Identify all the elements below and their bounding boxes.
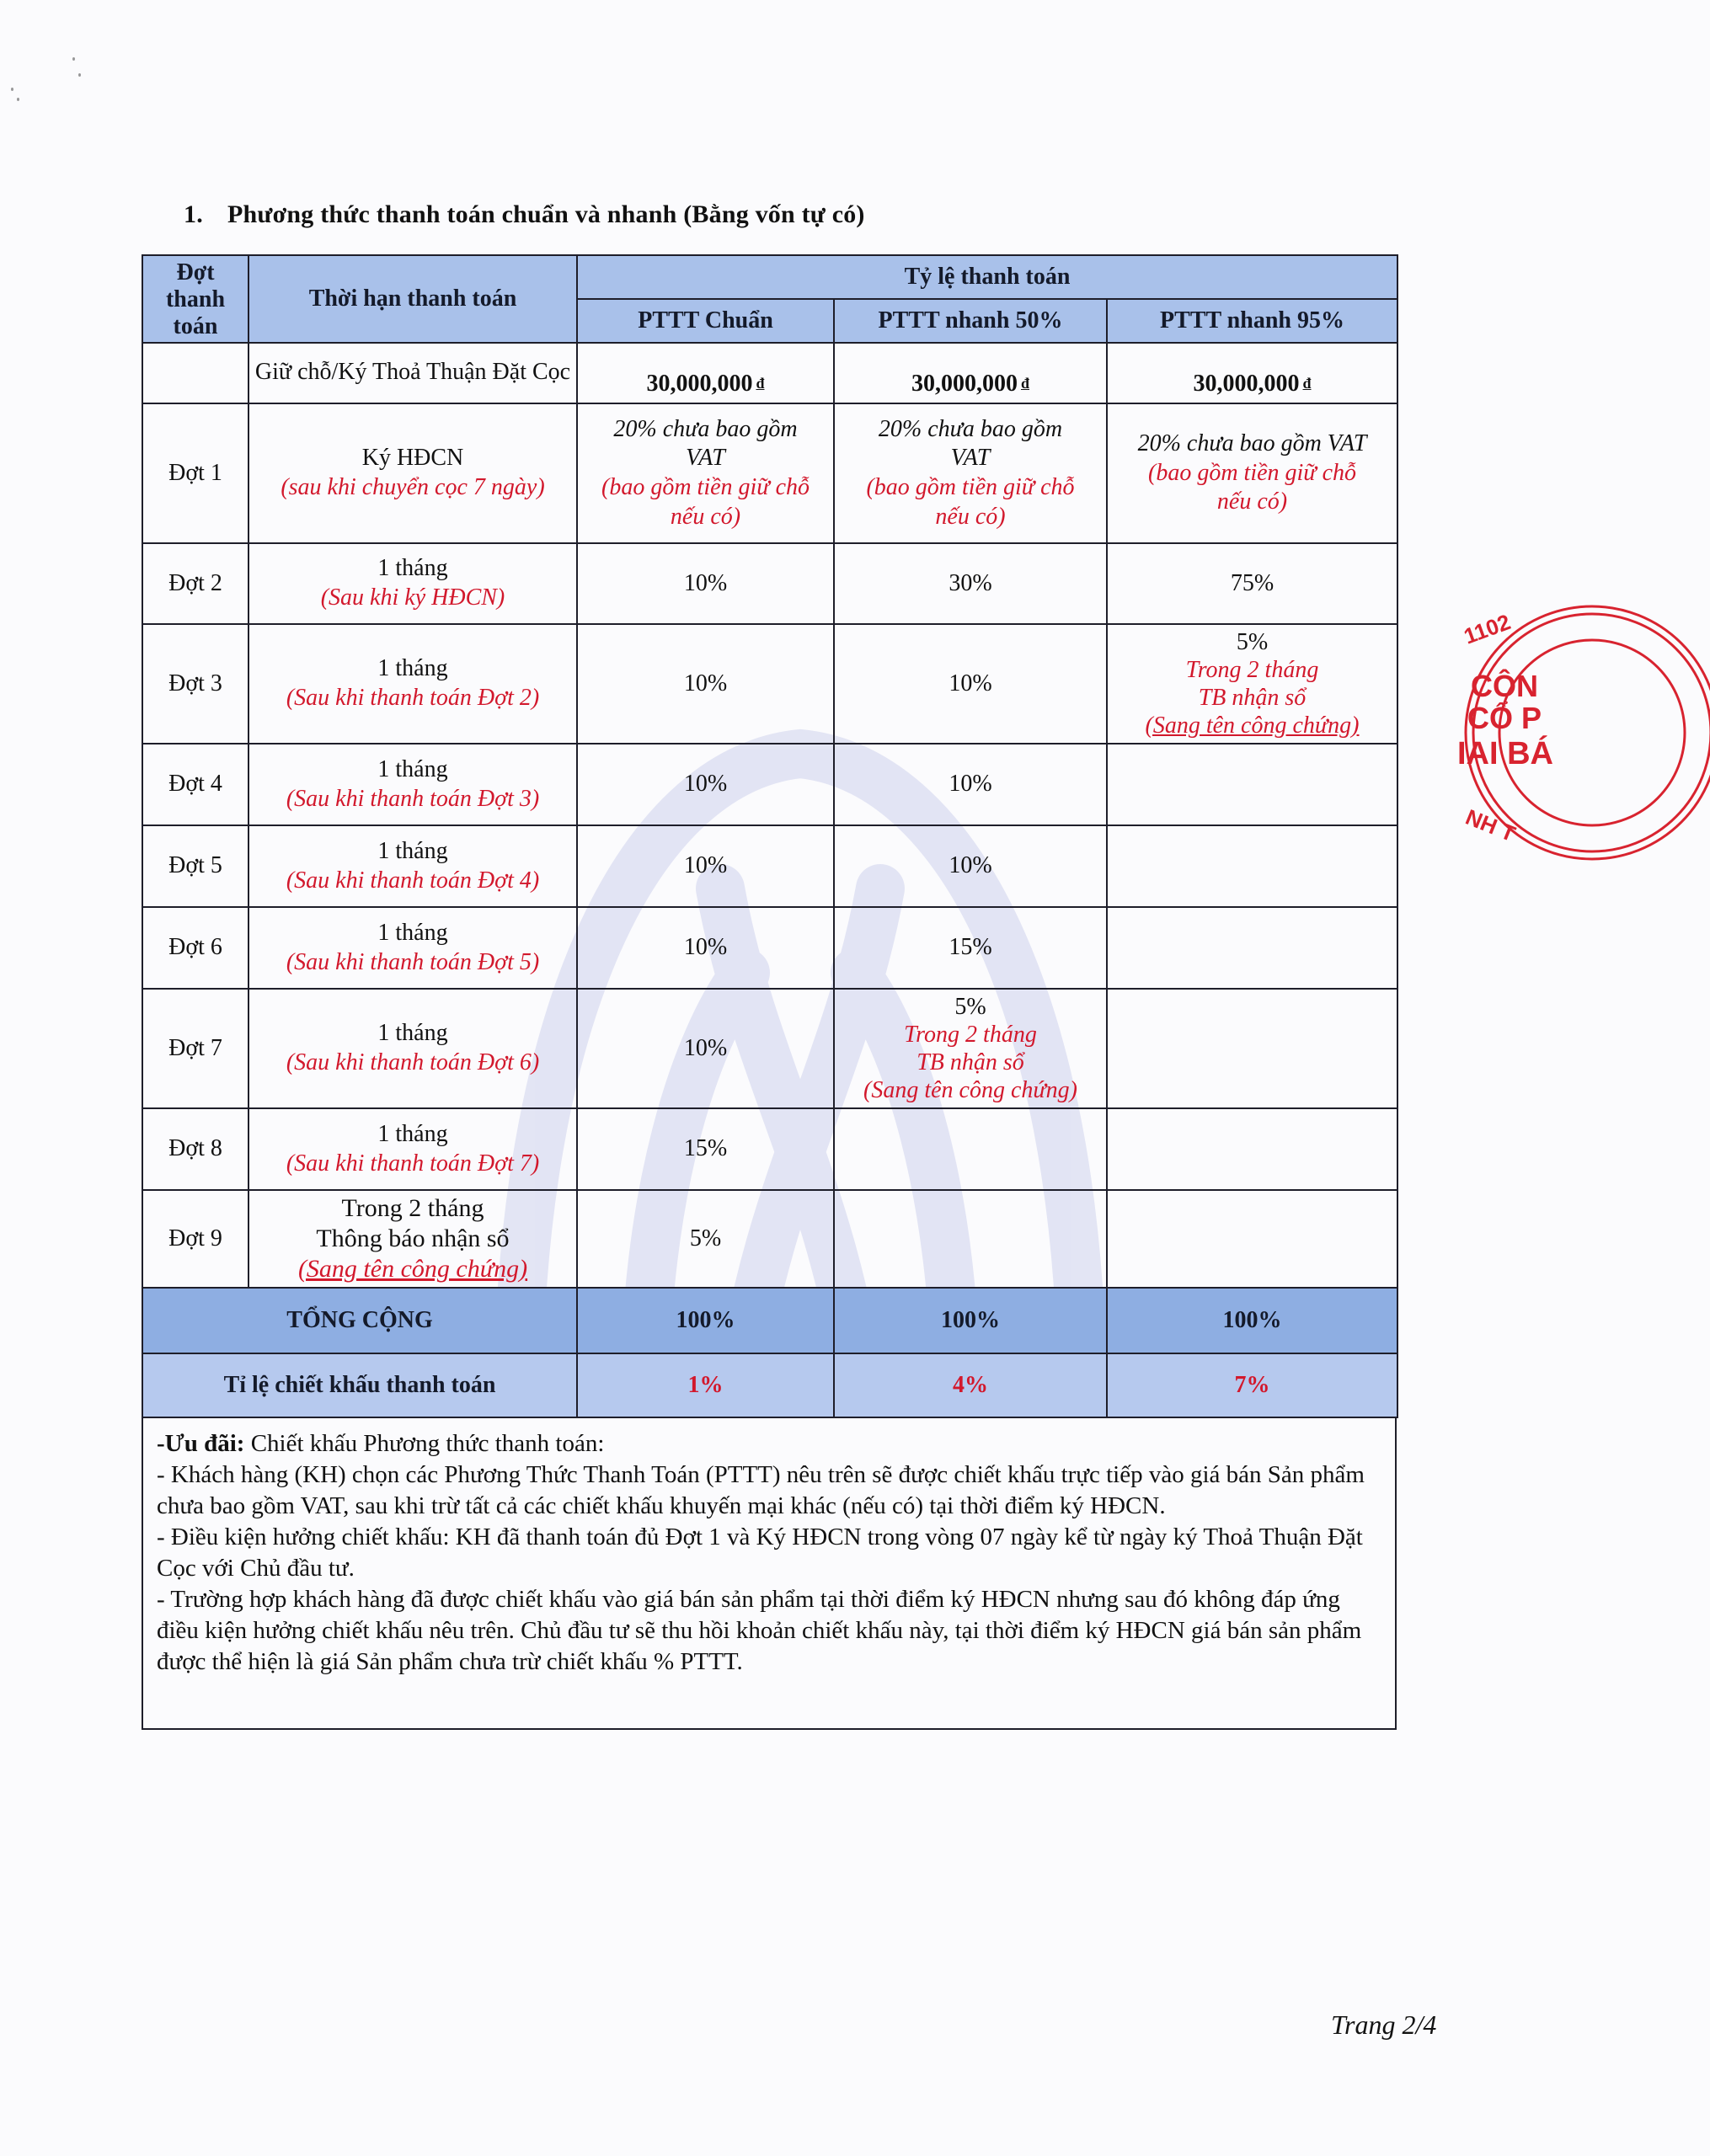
value-note: (bao gồm tiền giữ chỗ nếu có): [1148, 459, 1357, 515]
cell-standard: 10%: [577, 825, 834, 907]
table-row-discount: [142, 1353, 1397, 1417]
total-label: TỔNG CỘNG: [142, 1288, 577, 1353]
cell-installment: Đợt 8: [142, 1108, 248, 1190]
page-number: Trang 2/4: [1331, 2009, 1437, 2040]
cell-empty: [142, 343, 248, 403]
value-note: TB nhận sổ: [1198, 685, 1307, 711]
cell-standard: 10%: [577, 907, 834, 989]
total-standard: 100%: [577, 1288, 834, 1353]
value-note: TB nhận sổ: [916, 1049, 1024, 1075]
cell-term: [248, 1108, 577, 1190]
notes-heading: [157, 1428, 1383, 1460]
term-text: 1 tháng: [377, 555, 448, 582]
term-text: 1 tháng: [377, 1120, 448, 1147]
value-text: 20% chưa bao gồm VAT: [878, 415, 1063, 472]
cell-term: [248, 907, 577, 989]
cell-term: [248, 744, 577, 825]
cell-term: [248, 1190, 577, 1288]
notes-paragraph: - Trường hợp khách hàng đã được chiết khấu vào giá bán sản phẩm tại thời điểm ký HĐCN nhưng sau đó không đáp ứng điều kiện hưởng chiết khấu nêu trên. Chủ đầu tư sẽ thu hồi khoản chiết khấu này, tại thời điểm ký HĐCN giá bán sản phẩm được thể hiện là giá Sản phẩm chưa trừ chiết khấu % PTTT.: [157, 1586, 1362, 1675]
discount-notes: [142, 1418, 1397, 1730]
discount-fast-95: 7%: [1107, 1353, 1397, 1417]
cell-fast-50: [834, 1108, 1107, 1190]
scan-speck: [17, 98, 19, 101]
term-note: (Sau khi thanh toán Đợt 2): [286, 685, 540, 711]
deposit-amount: 30,000,000: [1193, 371, 1300, 398]
value-note: (bao gồm tiền giữ chỗ nếu có): [866, 474, 1075, 530]
term-note: (Sang tên công chứng): [297, 1255, 528, 1283]
cell-deposit-term: Giữ chỗ/Ký Thoả Thuận Đặt Cọc: [248, 343, 577, 403]
section-title-text: Phương thức thanh toán chuẩn và nhanh (Bằng vốn tự có): [227, 200, 865, 228]
notes-heading-bold: -Ưu đãi:: [157, 1430, 245, 1457]
header-method-standard: PTTT Chuẩn: [577, 299, 834, 343]
cell-installment: Đợt 1: [142, 403, 248, 543]
term-note: (Sau khi thanh toán Đợt 5): [286, 948, 540, 975]
cell-installment: Đợt 7: [142, 989, 248, 1108]
header-term: Thời hạn thanh toán: [248, 255, 577, 343]
cell-term: [248, 403, 577, 543]
cell-deposit-amount: [834, 343, 1107, 403]
term-note: (Sau khi thanh toán Đợt 4): [286, 867, 540, 894]
header-ratio-group: Tỷ lệ thanh toán: [577, 255, 1397, 299]
section-number: 1.: [184, 200, 203, 228]
discount-fast-50: 4%: [834, 1353, 1107, 1417]
table-row: [142, 825, 1397, 907]
seal-text: IAI BÁ: [1457, 736, 1553, 771]
cell-term: [248, 989, 577, 1108]
cell-standard: [577, 403, 834, 543]
cell-fast-95: [1107, 989, 1397, 1108]
cell-standard: 10%: [577, 543, 834, 624]
table-row: [142, 543, 1397, 624]
scan-speck: [11, 88, 13, 91]
value-note: (Sang tên công chứng): [1145, 712, 1360, 739]
cell-standard: 10%: [577, 624, 834, 744]
term-note: (Sau khi thanh toán Đợt 6): [286, 1049, 540, 1075]
deposit-amount: 30,000,000: [911, 371, 1018, 398]
cell-term: [248, 624, 577, 744]
cell-fast-95: [1107, 1108, 1397, 1190]
cell-standard: 10%: [577, 989, 834, 1108]
table-header-row: [142, 255, 1397, 299]
total-fast-95: 100%: [1107, 1288, 1397, 1353]
notes-paragraph: - Khách hàng (KH) chọn các Phương Thức Thanh Toán (PTTT) nêu trên sẽ được chiết khấu trực tiếp vào giá bán Sản phẩm chưa bao gồm VAT, sau khi trừ tất cả các chiết khấu khuyến mại khác (nếu có) tại thời điểm ký HĐCN.: [157, 1461, 1365, 1519]
value-note: (Sang tên công chứng): [863, 1077, 1077, 1104]
cell-fast-95: 75%: [1107, 543, 1397, 624]
term-text: Trong 2 tháng: [341, 1194, 484, 1222]
cell-deposit-amount: [1107, 343, 1397, 403]
term-text: Thông báo nhận sổ: [316, 1225, 510, 1252]
value-text: 5%: [1236, 628, 1269, 655]
term-note: (sau khi chuyển cọc 7 ngày): [281, 474, 545, 500]
cell-installment: Đợt 5: [142, 825, 248, 907]
table-row: [142, 1108, 1397, 1190]
term-text: 1 tháng: [377, 837, 448, 864]
cell-fast-50: 10%: [834, 825, 1107, 907]
table-row: [142, 989, 1397, 1108]
cell-fast-50: 10%: [834, 624, 1107, 744]
scan-speck: [72, 57, 75, 61]
seal-text: CỔ P: [1467, 701, 1542, 735]
currency-symbol: đ: [1302, 375, 1312, 392]
notes-paragraph: - Điều kiện hưởng chiết khấu: KH đã thanh toán đủ Đợt 1 và Ký HĐCN trong vòng 07 ngày kể từ ngày ký Thoả Thuận Đặt Cọc với Chủ đầu tư.: [157, 1524, 1363, 1582]
table-row-dot1: [142, 403, 1397, 543]
term-note: (Sau khi thanh toán Đợt 7): [286, 1150, 540, 1177]
discount-label: Tỉ lệ chiết khấu thanh toán: [142, 1353, 577, 1417]
currency-symbol: đ: [756, 375, 765, 392]
cell-deposit-amount: [577, 343, 834, 403]
term-note: (Sau khi ký HĐCN): [320, 584, 505, 611]
value-note: (bao gồm tiền giữ chỗ nếu có): [601, 474, 810, 530]
cell-fast-50: 30%: [834, 543, 1107, 624]
term-note: (Sau khi thanh toán Đợt 3): [286, 785, 540, 812]
scan-speck: [78, 73, 81, 77]
cell-fast-95: [1107, 1190, 1397, 1288]
cell-fast-95: [1107, 624, 1397, 744]
header-installment: Đợt thanh toán: [142, 255, 248, 343]
cell-standard: 10%: [577, 744, 834, 825]
table-row-deposit: [142, 343, 1397, 403]
cell-fast-50: [834, 1190, 1107, 1288]
notes-heading-text: Chiết khấu Phương thức thanh toán:: [244, 1430, 605, 1457]
term-text: 1 tháng: [377, 919, 448, 946]
table-row: [142, 1190, 1397, 1288]
cell-fast-95: [1107, 907, 1397, 989]
table-row: [142, 624, 1397, 744]
cell-installment: Đợt 9: [142, 1190, 248, 1288]
table-row: [142, 744, 1397, 825]
cell-installment: Đợt 3: [142, 624, 248, 744]
header-method-fast-95: PTTT nhanh 95%: [1107, 299, 1397, 343]
term-text: 1 tháng: [377, 1020, 448, 1047]
cell-term: [248, 543, 577, 624]
header-method-fast-50: PTTT nhanh 50%: [834, 299, 1107, 343]
term-text: 1 tháng: [377, 655, 448, 682]
cell-installment: Đợt 2: [142, 543, 248, 624]
cell-standard: 15%: [577, 1108, 834, 1190]
cell-fast-95: [1107, 744, 1397, 825]
table-row-total: [142, 1288, 1397, 1353]
cell-fast-50: [834, 989, 1107, 1108]
payment-schedule-table: [142, 254, 1398, 1418]
value-text: 5%: [954, 993, 986, 1020]
company-seal-stamp: [1457, 602, 1710, 863]
total-fast-50: 100%: [834, 1288, 1107, 1353]
section-title: [184, 200, 865, 229]
cell-fast-50: [834, 403, 1107, 543]
currency-symbol: đ: [1020, 375, 1029, 392]
table-row: [142, 907, 1397, 989]
term-text: 1 tháng: [377, 755, 448, 782]
cell-fast-50: 15%: [834, 907, 1107, 989]
cell-installment: Đợt 4: [142, 744, 248, 825]
value-note: Trong 2 tháng: [904, 1021, 1037, 1048]
deposit-amount: 30,000,000: [646, 371, 753, 398]
cell-fast-50: 10%: [834, 744, 1107, 825]
seal-text: 1102: [1460, 609, 1515, 649]
seal-text: NH T: [1462, 803, 1520, 847]
cell-installment: Đợt 6: [142, 907, 248, 989]
value-note: Trong 2 tháng: [1185, 656, 1319, 683]
cell-fast-95: [1107, 825, 1397, 907]
discount-standard: 1%: [577, 1353, 834, 1417]
cell-standard: 5%: [577, 1190, 834, 1288]
cell-fast-95: [1107, 403, 1397, 543]
value-text: 20% chưa bao gồm VAT: [613, 415, 798, 472]
term-text: Ký HĐCN: [361, 445, 464, 472]
value-text: 20% chưa bao gồm VAT: [1137, 430, 1367, 456]
seal-text: CÔN: [1471, 669, 1538, 703]
cell-term: [248, 825, 577, 907]
